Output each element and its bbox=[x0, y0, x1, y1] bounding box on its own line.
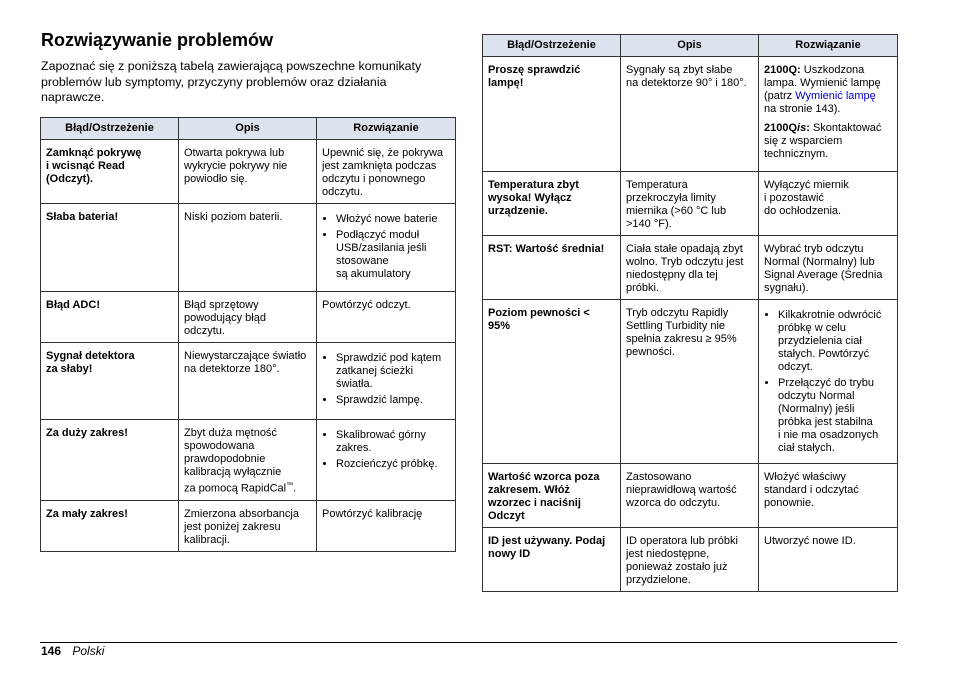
model-label-main: 2100Q bbox=[764, 122, 798, 134]
solution-2100q bbox=[764, 64, 892, 116]
solution-cell bbox=[317, 204, 456, 292]
description-cell: Temperatura przekroczyła limity miernika (>60 °C lub >140 °F). bbox=[621, 172, 759, 236]
error-cell: Zamknąć pokrywę i wcisnąć Read (Odczyt). bbox=[41, 140, 179, 204]
page-footer bbox=[41, 644, 104, 658]
solution-bullet: • Skalibrować górny zakres. bbox=[336, 429, 450, 455]
solution-cell: Wyłączyć miernik i pozostawić do ochłodzenia. bbox=[759, 172, 898, 236]
table-header-row bbox=[41, 118, 456, 140]
solution-bullet: • Sprawdzić pod kątem zatkanej ścieżki światła. bbox=[336, 352, 450, 391]
description-cell: Tryb odczytu Rapidly Settling Turbidity nie spełnia zakresu ≥ 95% pewności. bbox=[621, 300, 759, 464]
header-description: Opis bbox=[621, 35, 759, 57]
description-cell: Sygnały są zbyt słabe na detektorze 90° i 180°. bbox=[621, 57, 759, 172]
intro-paragraph: Zapoznać się z poniższą tabelą zawierającą powszechne komunikaty problemów lub symptomy, przyczyny problemów oraz działania naprawcze. bbox=[41, 59, 422, 104]
model-label: 2100Q: bbox=[764, 64, 801, 76]
error-cell: Błąd ADC! bbox=[41, 292, 179, 343]
description-end: . bbox=[293, 482, 297, 495]
solution-cell bbox=[317, 420, 456, 501]
error-cell: Sygnał detektora za słaby! bbox=[41, 343, 179, 420]
error-cell: Temperatura zbyt wysoka! Wyłącz urządzenie. bbox=[483, 172, 621, 236]
replace-lamp-link[interactable]: Wymienić lampę bbox=[795, 90, 876, 102]
solution-cell: Utworzyć nowe ID. bbox=[759, 528, 898, 592]
model-label-colon: : bbox=[806, 122, 810, 134]
table-row bbox=[41, 500, 456, 551]
solution-text: Uszkodzona lampa. Wymienić lampę (patrz bbox=[764, 64, 881, 102]
solution-bullet: • Podłączyć moduł USB/zasilania jeśli stosowane są akumulatory bbox=[336, 229, 450, 281]
error-cell: RST: Wartość średnia! bbox=[483, 236, 621, 300]
trademark-symbol: ™ bbox=[286, 482, 294, 489]
table-row bbox=[483, 236, 898, 300]
description-cell: Niewystarczające światło na detektorze 180°. bbox=[179, 343, 317, 420]
solution-cell: Wybrać tryb odczytu Normal (Normalny) lub Signal Average (Średnia sygnału). bbox=[759, 236, 898, 300]
table-row bbox=[41, 343, 456, 420]
description-cell: Ciała stałe opadają zbyt wolno. Tryb odczytu jest niedostępny dla tej próbki. bbox=[621, 236, 759, 300]
error-cell: Poziom pewności < 95% bbox=[483, 300, 621, 464]
description-cell bbox=[179, 420, 317, 501]
troubleshooting-table-left bbox=[40, 117, 456, 552]
header-solution: Rozwiązanie bbox=[759, 35, 898, 57]
solution-cell: Powtórzyć odczyt. bbox=[317, 292, 456, 343]
solution-text: Skontaktować się z wsparciem technicznym. bbox=[764, 122, 882, 160]
header-description: Opis bbox=[179, 118, 317, 140]
footer-divider bbox=[40, 642, 897, 643]
error-cell: Słaba bateria! bbox=[41, 204, 179, 292]
error-cell: Za mały zakres! bbox=[41, 500, 179, 551]
description-cell: Niski poziom baterii. bbox=[179, 204, 317, 292]
description-cell: Błąd sprzętowy powodujący błąd odczytu. bbox=[179, 292, 317, 343]
solution-cell: Upewnić się, że pokrywa jest zamknięta podczas odczytu i ponownego odczytu. bbox=[317, 140, 456, 204]
page-number: 146 bbox=[41, 644, 62, 658]
solution-bullet: • Przełączyć do trybu odczytu Normal (Normalny) jeśli próbka jest stabilna i nie ma osadzonych ciał stałych. bbox=[778, 377, 892, 455]
table-row bbox=[41, 140, 456, 204]
solution-text-end: na stronie 143). bbox=[764, 103, 841, 115]
solution-cell: Powtórzyć kalibrację bbox=[317, 500, 456, 551]
model-label-italic: is bbox=[797, 122, 807, 134]
solution-cell: Włożyć właściwy standard i odczytać ponownie. bbox=[759, 464, 898, 528]
table-row bbox=[41, 292, 456, 343]
description-cell: ID operatora lub próbki jest niedostępne, ponieważ zostało już przydzielone. bbox=[621, 528, 759, 592]
description-cell: Otwarta pokrywa lub wykrycie pokrywy nie powiodło się. bbox=[179, 140, 317, 204]
error-cell: Proszę sprawdzić lampę! bbox=[483, 57, 621, 172]
header-error: Błąd/Ostrzeżenie bbox=[41, 118, 179, 140]
table-row bbox=[483, 300, 898, 464]
table-header-row bbox=[483, 35, 898, 57]
page-title: Rozwiązywanie problemów bbox=[41, 30, 274, 50]
solution-bullet: • Rozcieńczyć próbkę. bbox=[336, 458, 450, 471]
table-row bbox=[483, 57, 898, 172]
table-row bbox=[483, 464, 898, 528]
solution-cell bbox=[759, 57, 898, 172]
solution-bullet: • Włożyć nowe baterie bbox=[336, 213, 450, 226]
table-row bbox=[41, 420, 456, 501]
table-row bbox=[483, 528, 898, 592]
description-cell: Zastosowano nieprawidłową wartość wzorca do odczytu. bbox=[621, 464, 759, 528]
footer-language: Polski bbox=[72, 644, 105, 658]
solution-cell bbox=[759, 300, 898, 464]
solution-bullet: • Kilkakrotnie odwrócić próbkę w celu przydzielenia ciał stałych. Powtórzyć odczyt. bbox=[778, 309, 892, 374]
table-row bbox=[483, 172, 898, 236]
error-cell: Wartość wzorca poza zakresem. Włóż wzorzec i naciśnij Odczyt bbox=[483, 464, 621, 528]
model-label bbox=[764, 122, 810, 134]
error-cell: Za duży zakres! bbox=[41, 420, 179, 501]
solution-bullet: • Sprawdzić lampę. bbox=[336, 394, 450, 407]
error-cell: ID jest używany. Podaj nowy ID bbox=[483, 528, 621, 592]
troubleshooting-table-right bbox=[482, 34, 898, 592]
header-error: Błąd/Ostrzeżenie bbox=[483, 35, 621, 57]
description-cell: Zmierzona absorbancja jest poniżej zakresu kalibracji. bbox=[179, 500, 317, 551]
solution-2100qis bbox=[764, 122, 892, 161]
header-solution: Rozwiązanie bbox=[317, 118, 456, 140]
description-text: Zbyt duża mętność spowodowana prawdopodobnie kalibracją wyłącznie za pomocą RapidCal bbox=[184, 427, 287, 495]
table-row bbox=[41, 204, 456, 292]
solution-cell bbox=[317, 343, 456, 420]
